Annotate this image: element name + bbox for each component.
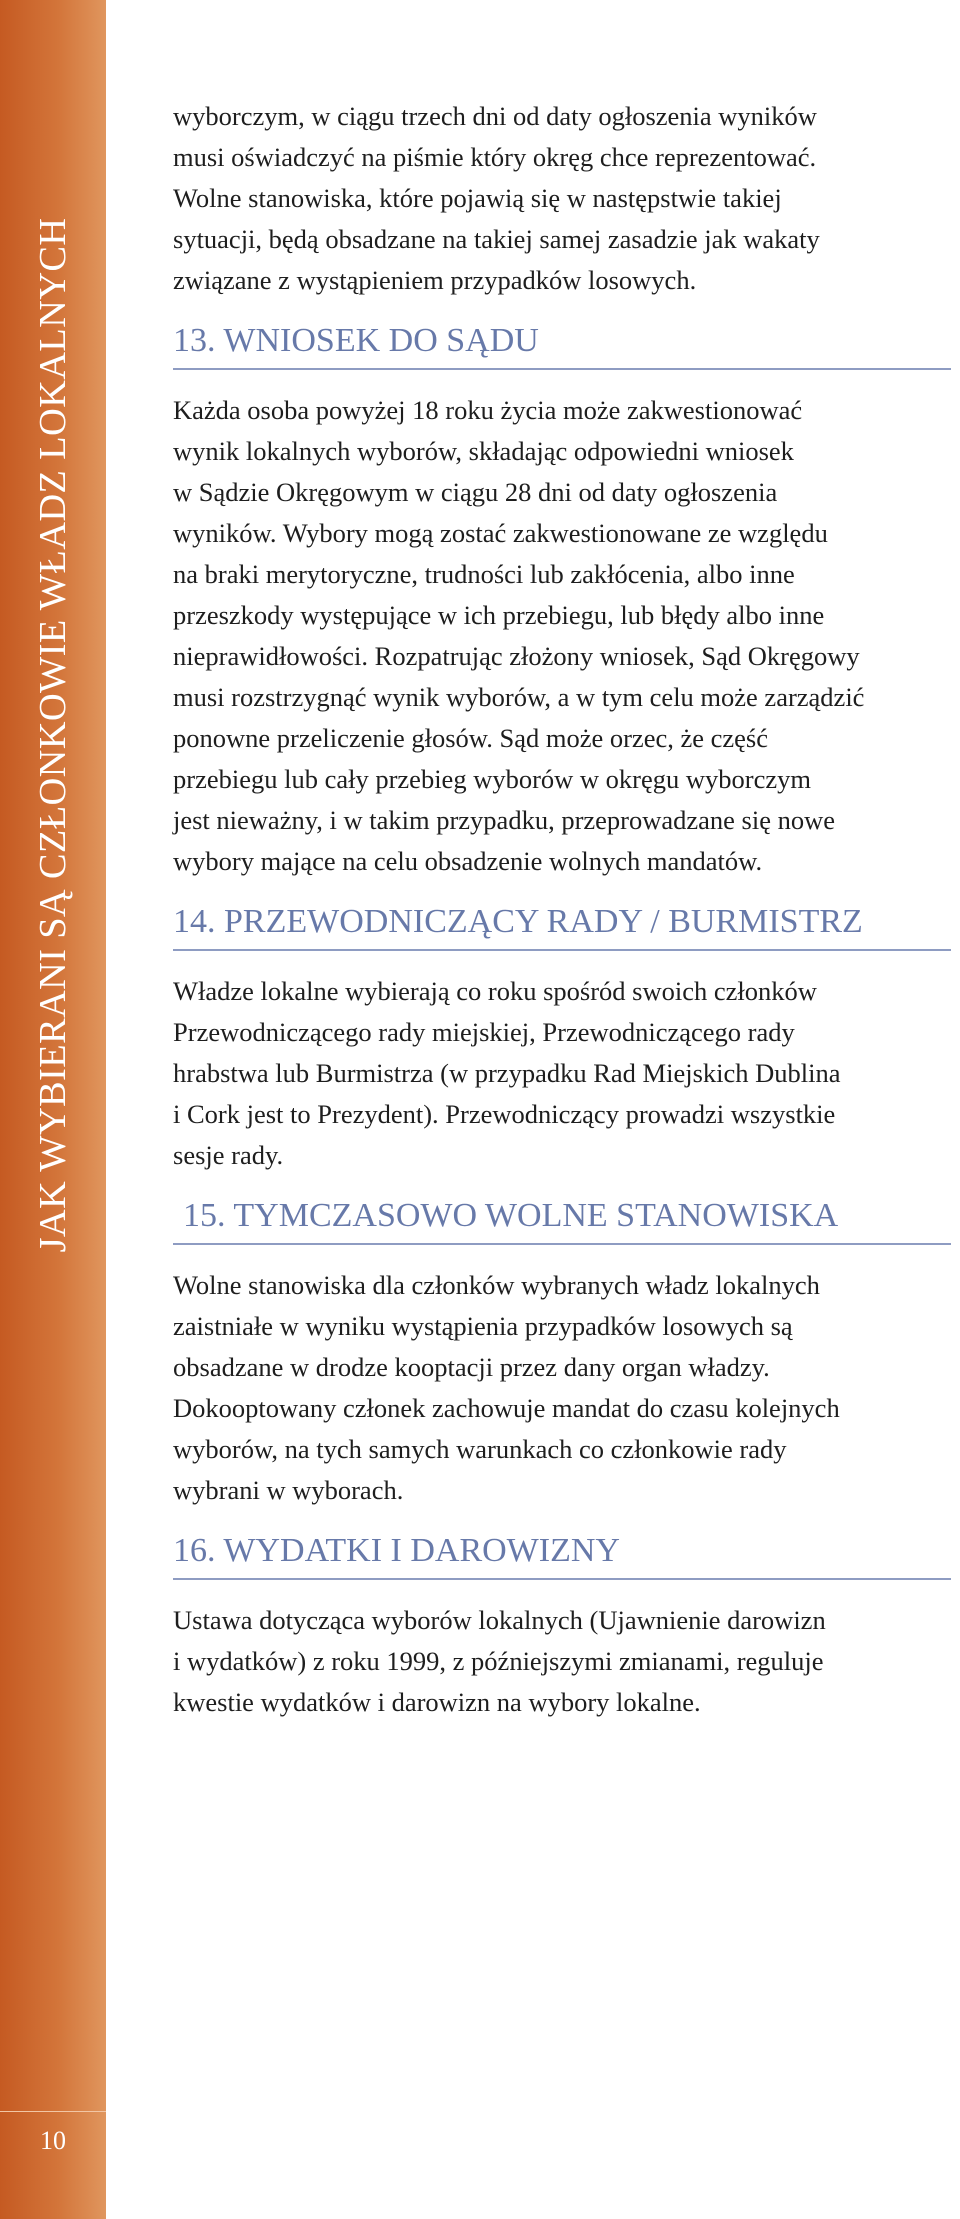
- page-number-divider: [0, 2111, 106, 2112]
- section-16-heading: 16. WYDATKI I DAROWIZNY: [173, 1529, 951, 1580]
- intro-paragraph: wyborczym, w ciągu trzech dni od daty ogłoszenia wyników musi oświadczyć na piśmie który okręg chce reprezentować. Wolne stanowiska, które pojawią się w następstwie takiej sytuacji, będą obsadzane na takiej samej zasadzie jak wakaty związane z wystąpieniem przypadków losowych.: [173, 101, 820, 295]
- section-14-paragraph: Władze lokalne wybierają co roku spośród swoich członków Przewodniczącego rady miejskiej, Przewodniczącego rady hrabstwa lub Burmistrza (w przypadku Rad Miejskich Dublina i Cork jest to Prezydent). Przewodniczący prowadzi wszystkie sesje rady.: [173, 976, 841, 1170]
- chapter-title: JAK WYBIERANI SĄ CZŁONKOWIE WŁADZ LOKALNYCH: [32, 217, 74, 1253]
- section-14-heading: 14. PRZEWODNICZĄCY RADY / BURMISTRZ: [173, 900, 951, 951]
- section-15-heading: 15. TYMCZASOWO WOLNE STANOWISKA: [173, 1194, 951, 1245]
- main-content: [173, 96, 951, 1723]
- section-13-heading: 13. WNIOSEK DO SĄDU: [173, 319, 951, 370]
- section-13-paragraph: Każda osoba powyżej 18 roku życia może zakwestionować wynik lokalnych wyborów, składając odpowiedni wniosek w Sądzie Okręgowym w ciągu 28 dni od daty ogłoszenia wyników. Wybory mogą zostać zakwestionowane ze względu na braki merytoryczne, trudności lub zakłócenia, albo inne przeszkody występujące w ich przebiegu, lub błędy albo inne nieprawidłowości. Rozpatrując złożony wniosek, Sąd Okręgowy musi rozstrzygnąć wynik wyborów, a w tym celu może zarządzić ponowne przeliczenie głosów. Sąd może orzec, że część przebiegu lub cały przebieg wyborów w okręgu wyborczym jest nieważny, i w takim przypadku, przeprowadzane się nowe wybory mające na celu obsadzenie wolnych mandatów.: [173, 395, 865, 876]
- page-number: 10: [40, 2126, 66, 2155]
- sidebar-band: [0, 0, 106, 2219]
- section-15-paragraph: Wolne stanowiska dla członków wybranych władz lokalnych zaistniałe w wyniku wystąpienia przypadków losowych są obsadzane w drodze kooptacji przez dany organ władzy. Dokooptowany członek zachowuje mandat do czasu kolejnych wyborów, na tych samych warunkach co członkowie rady wybrani w wyborach.: [173, 1270, 840, 1505]
- section-16-paragraph: Ustawa dotycząca wyborów lokalnych (Ujawnienie darowizn i wydatków) z roku 1999, z późniejszymi zmianami, reguluje kwestie wydatków i darowizn na wybory lokalne.: [173, 1605, 826, 1717]
